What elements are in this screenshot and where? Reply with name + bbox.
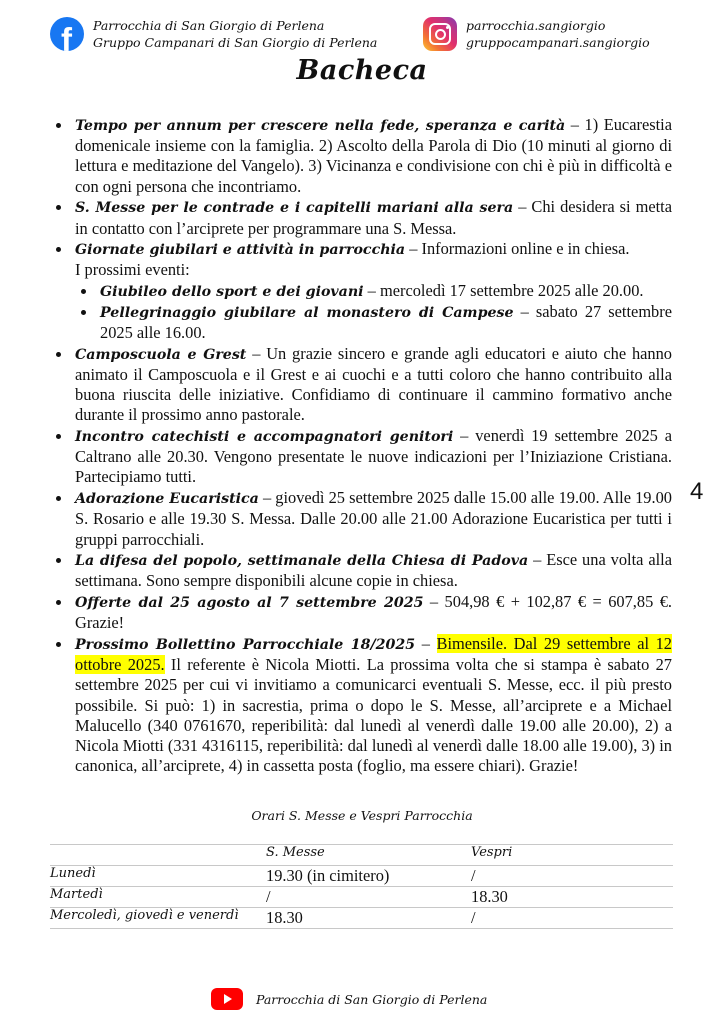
event-heading: Giubileo dello sport e dei giovani [100, 283, 364, 300]
schedule-vespri: / [471, 908, 673, 929]
schedule-row [50, 866, 673, 887]
schedule-header-day [50, 845, 266, 866]
facebook-group-name[interactable]: Gruppo Campanari di San Giorgio di Perlena [93, 35, 378, 50]
event-item [75, 302, 672, 343]
event-item [75, 281, 672, 302]
schedule-messe: / [266, 887, 471, 908]
notice-heading: La difesa del popolo, settimanale della Chiesa di Padova [75, 553, 529, 570]
notice-text: – giovedì 25 settembre 2025 dalle 15.00 alle 19.00. Alle 19.00 S. Rosario e alle 19.30 S. Messa. Dalle 20.00 alle 21.00 Adorazione Eucaristica per tutti i gruppi parrocchiali. [75, 488, 672, 549]
instagram-handle-parish[interactable]: parrocchia.sangiorgio [466, 18, 606, 33]
notice-heading: Incontro catechisti e accompagnatori genitori [75, 429, 454, 446]
notice-heading: Tempo per annum per crescere nella fede, speranza e carità [75, 118, 566, 134]
page-title: Bacheca [296, 55, 428, 86]
notice-item [52, 115, 672, 197]
notice-item [52, 634, 672, 776]
notice-text: – Un grazie sincero e grande agli educatori e aiuto che hanno animato il Camposcuola e il Grest e ai cuochi e a tutti coloro che hanno contribuito alla buona riuscita delle iniziative. Confidiamo di continuare il cammino formativo anche durante il prossimo anno pastorale. [75, 343, 672, 425]
notice-item [52, 592, 672, 633]
schedule-day: Lunedì [50, 866, 266, 887]
facebook-block [50, 17, 377, 51]
page-number: 4 [690, 478, 704, 505]
notice-text: Il referente è Nicola Miotti. La prossima volta che si stampa è sabato 27 settembre 2025 per cui vi invitiamo a comunicarci eventuali S. Messe, ecc. il più presto possibile. Si può: 1) in sacrestia, prima o dopo le S. Messe, all’arciprete e a Michael Malucello (340 0761670, reperibilità: dal lunedì al venerdì dalle 19.00 alle 20.00), 2) a Nicola Miotti (331 4316115, reperibilità: dal lunedì al venerdì dalle 18.00 alle 19.00), 3) in canonica, all’arciprete, 4) in cassetta posta (foglio, ma essere chiari). Grazie! [75, 655, 672, 776]
schedule-messe: 19.30 (in cimitero) [266, 866, 471, 887]
schedule-vespri: / [471, 866, 673, 887]
notice-item [52, 239, 672, 343]
notice-text-pre: – [415, 634, 437, 654]
schedule-table [50, 844, 673, 929]
schedule-day: Martedì [50, 887, 266, 908]
instagram-icon[interactable] [423, 17, 457, 51]
notice-text: – Informazioni online e in chiesa. [405, 239, 630, 259]
event-text: – sabato 27 settembre 2025 alle 16.00. [100, 301, 672, 343]
notice-item [52, 426, 672, 488]
schedule-vespri: 18.30 [471, 887, 673, 908]
notice-board [52, 115, 672, 777]
footer [211, 988, 487, 1010]
event-text: – mercoledì 17 settembre 2025 alle 20.00. [363, 280, 644, 300]
schedule-day: Mercoledì, giovedì e venerdì [50, 908, 266, 929]
notice-item [52, 344, 672, 426]
notice-heading: Giornate giubilari e attività in parrocchia [75, 242, 406, 259]
notice-item [52, 488, 672, 550]
facebook-icon[interactable]: f [50, 17, 84, 51]
youtube-channel-name[interactable]: Parrocchia di San Giorgio di Perlena [256, 991, 488, 1007]
youtube-icon[interactable] [211, 988, 243, 1010]
schedule-header-vespri: Vespri [471, 845, 673, 866]
notice-item [52, 197, 672, 238]
instagram-handle-bellringers[interactable]: gruppocampanari.sangiorgio [466, 35, 650, 50]
notice-heading: S. Messe per le contrade e i capitelli mariani alla sera [75, 200, 514, 217]
notice-heading: Prossimo Bollettino Parrocchiale 18/2025 [75, 637, 416, 654]
schedule-header-row [50, 845, 673, 866]
schedule-title: Orari S. Messe e Vespri Parrocchia [251, 808, 473, 823]
highlighted-text: Bimensile. Dal 29 settembre al 12 ottobre 2025. [75, 634, 673, 675]
schedule-header-messe: S. Messe [266, 845, 471, 866]
event-heading: Pellegrinaggio giubilare al monastero di Campese [100, 304, 514, 321]
notice-text: – Esce una volta alla settimana. Sono sempre disponibili alcune copie in chiesa. [75, 550, 672, 591]
notice-text: – 504,98 € + 102,87 € = 607,85 €. Grazie! [75, 592, 673, 633]
notice-heading: Offerte dal 25 agosto al 7 settembre 2025 [75, 595, 424, 612]
notice-text: – 1) Eucarestia domenicale insieme con la famiglia. 2) Ascolto della Parola di Dio (10 minuti al giorno di lettura e meditazione del Vangelo). 3) Vicinanza e condivisione con chi è più in difficoltà e con ogni persona che incontriamo. [75, 115, 672, 196]
events-intro: I prossimi eventi: [75, 260, 190, 280]
notice-text: – venerdì 19 settembre 2025 a Caltrano alle 20.30. Vengono presentate le nuove indicazioni per l’Iniziazione Cristiana. Partecipiamo tutti. [75, 426, 672, 487]
schedule-row [50, 908, 673, 929]
schedule-messe: 18.30 [266, 908, 471, 929]
notice-text: – Chi desidera si metta in contatto con l’arciprete per programmare una S. Messa. [75, 197, 672, 238]
instagram-block [423, 17, 650, 51]
notice-heading: Camposcuola e Grest [75, 346, 247, 363]
notice-item [52, 550, 672, 591]
notice-heading: Adorazione Eucaristica [75, 491, 259, 508]
facebook-page-name[interactable]: Parrocchia di San Giorgio di Perlena [93, 18, 325, 33]
schedule-row [50, 887, 673, 908]
